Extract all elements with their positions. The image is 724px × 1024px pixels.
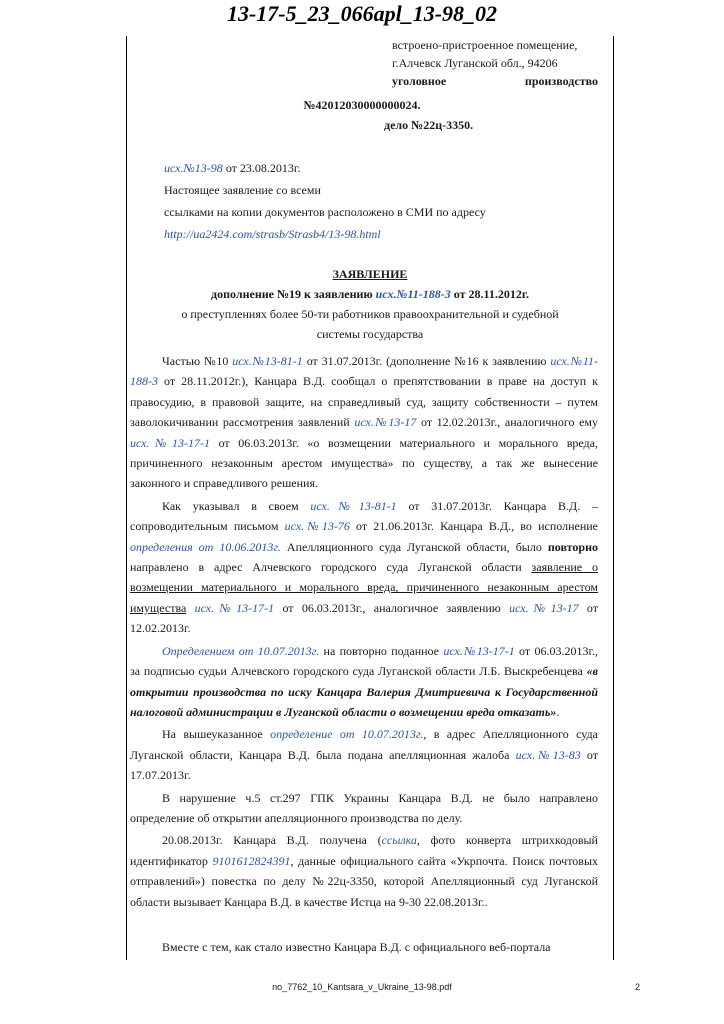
paragraph: Частью №10 исх.№13-81-1 от 31.07.2013г. (дополнение №16 к заявлению исх.№11-188-3 от 28.11.2012г.), Канцара В.Д. сообщал о препятствовании в праве на доступ к правосудию, в правовой защите, на справедливый суд, защиту собственности – путем заволокичивании рассмотрения заявлений исх.№13-17 от 12.02.2013г., аналогичного ему исх.№13-17-1 от 06.03.2013г. «о возмещении материального и морального вреда, причиненного незаконным арестом имущества» по существу, а так же вынесение законного и справедливого решения.	[130, 354, 598, 491]
statement-ref-link[interactable]: исх.№11-188-3	[375, 287, 451, 301]
footer-filename: no_7762_10_Kantsara_v_Ukraine_13-98.pdf	[272, 982, 452, 992]
paragraph: На вышеуказанное определение от 10.07.2013г., в адрес Апелляционного суда Луганской области, Канцара В.Д. была подана апелляционная жалоба исх.№13-83 от 17.07.2013г.	[130, 727, 598, 783]
doc-link[interactable]: Определением от 10.07.2013г.	[162, 643, 320, 658]
doc-link[interactable]: исх.№13-83	[515, 747, 581, 762]
doc-link[interactable]: исх.№11-188-3	[130, 354, 598, 389]
paragraph: Как указывал в своем исх.№13-81-1 от 31.07.2013г. Канцара В.Д. – сопроводительным письмом исх.№13-76 от 21.06.2013г. Канцара В.Д., во исполнение определения от 10.06.2013г. Апелляционного суда Луганской области, было повторно направлено в адрес Алчевского городского суда Луганской области заявление о возмещении материального и морального вреда, причиненного незаконным арестом имущества исх.№13-17-1 от 06.03.2013г., аналогичное заявлению исх.№13-17 от 12.02.2013г.	[130, 498, 599, 636]
court-quote: «в открытии производства по иску Канцара Валерия Дмитриевича к Государственной налоговой администрации в Луганской области о возмещении вреда отказать»	[130, 664, 598, 719]
case-delo: дело №22ц-3350.	[384, 118, 474, 132]
doc-link[interactable]: исх.№13-81-1	[310, 498, 397, 513]
reference-block: исх.№13-98 от 23.08.2013г. Настоящее заявление со всеми ссылками на копии документов расположено в СМИ по адресу http://ua2424.com/strasb/Strasb4/13-98.html	[164, 157, 486, 245]
document-code-title: 13-17-5_23_066apl_13-98_02	[226, 1, 498, 26]
doc-link[interactable]: исх.№13-17	[354, 415, 417, 430]
doc-link[interactable]: исх.№13-17-1	[194, 600, 275, 615]
document-body	[130, 351, 598, 912]
paragraph: В нарушение ч.5 ст.297 ГПК Украины Канцара В.Д. не было направлено определение об открытии апелляционного производства по делу.	[130, 790, 598, 825]
paragraph: Определением от 10.07.2013г. на повторно поданное исх.№13-17-1 от 06.03.2013г., за подписью судьи Алчевского городского суда Луганской области Л.Б. Выскребенцева «в открытии производства по иску Канцара Валерия Дмитриевича к Государственной налоговой администрации в Луганской области о возмещении вреда отказать».	[130, 643, 599, 719]
ref-url-link[interactable]: http://ua2424.com/strasb/Strasb4/13-98.html	[164, 227, 381, 241]
doc-link[interactable]: 9101612824391	[212, 853, 291, 868]
doc-link[interactable]: определения от 10.06.2013г.	[130, 539, 281, 554]
doc-link[interactable]: исх.№13-17-1	[130, 435, 210, 450]
address-block	[392, 36, 598, 90]
doc-link[interactable]: исх.№13-76	[284, 519, 350, 534]
address-line: встроено-пристроенное помещение,	[392, 38, 578, 52]
statement-subheading: дополнение №19 к заявлению исх.№11-188-3 от 28.11.2012г.	[211, 287, 529, 301]
right-margin-line	[613, 36, 614, 960]
page-number: 2	[635, 982, 641, 992]
case-number: №42012030000000024.	[303, 98, 421, 112]
paragraph: 20.08.2013г. Канцара В.Д. получена (ссылка, фото конверта штрихкодовый идентификатор 9101612824391, данные официального сайта «Укрпочта. Поиск почтовых отправлений») повестка по делу №22ц-3350, которой Апелляционный суд Луганской области вызывает Канцара В.Д. в качестве Истца на 9-30 22.08.2013г..	[130, 833, 599, 909]
paragraph: Вместе с тем, как стало известно Канцара В.Д. с официального веб-портала	[162, 940, 551, 954]
ref-link[interactable]: исх.№13-98	[164, 161, 223, 175]
doc-link[interactable]: исх.№13-17	[509, 600, 579, 615]
doc-link[interactable]: ссылка	[381, 833, 417, 848]
doc-link[interactable]: определение от 10.07.2013г.	[270, 727, 424, 742]
statement-heading: ЗАЯВЛЕНИЕ	[332, 267, 408, 281]
left-margin-line	[126, 36, 127, 960]
case-type-line: уголовное производство	[392, 74, 598, 88]
doc-link[interactable]: исх.№13-17-1	[443, 643, 515, 658]
statement-title: ЗАЯВЛЕНИЕ дополнение №19 к заявлению исх.№11-188-3 от 28.11.2012г. о преступлениях более 50-ти работников правоохранительной и судебной системы государства	[140, 264, 600, 344]
doc-link[interactable]: исх.№13-81-1	[232, 354, 303, 368]
address-line: г.Алчевск Луганской обл., 94206	[392, 56, 558, 70]
